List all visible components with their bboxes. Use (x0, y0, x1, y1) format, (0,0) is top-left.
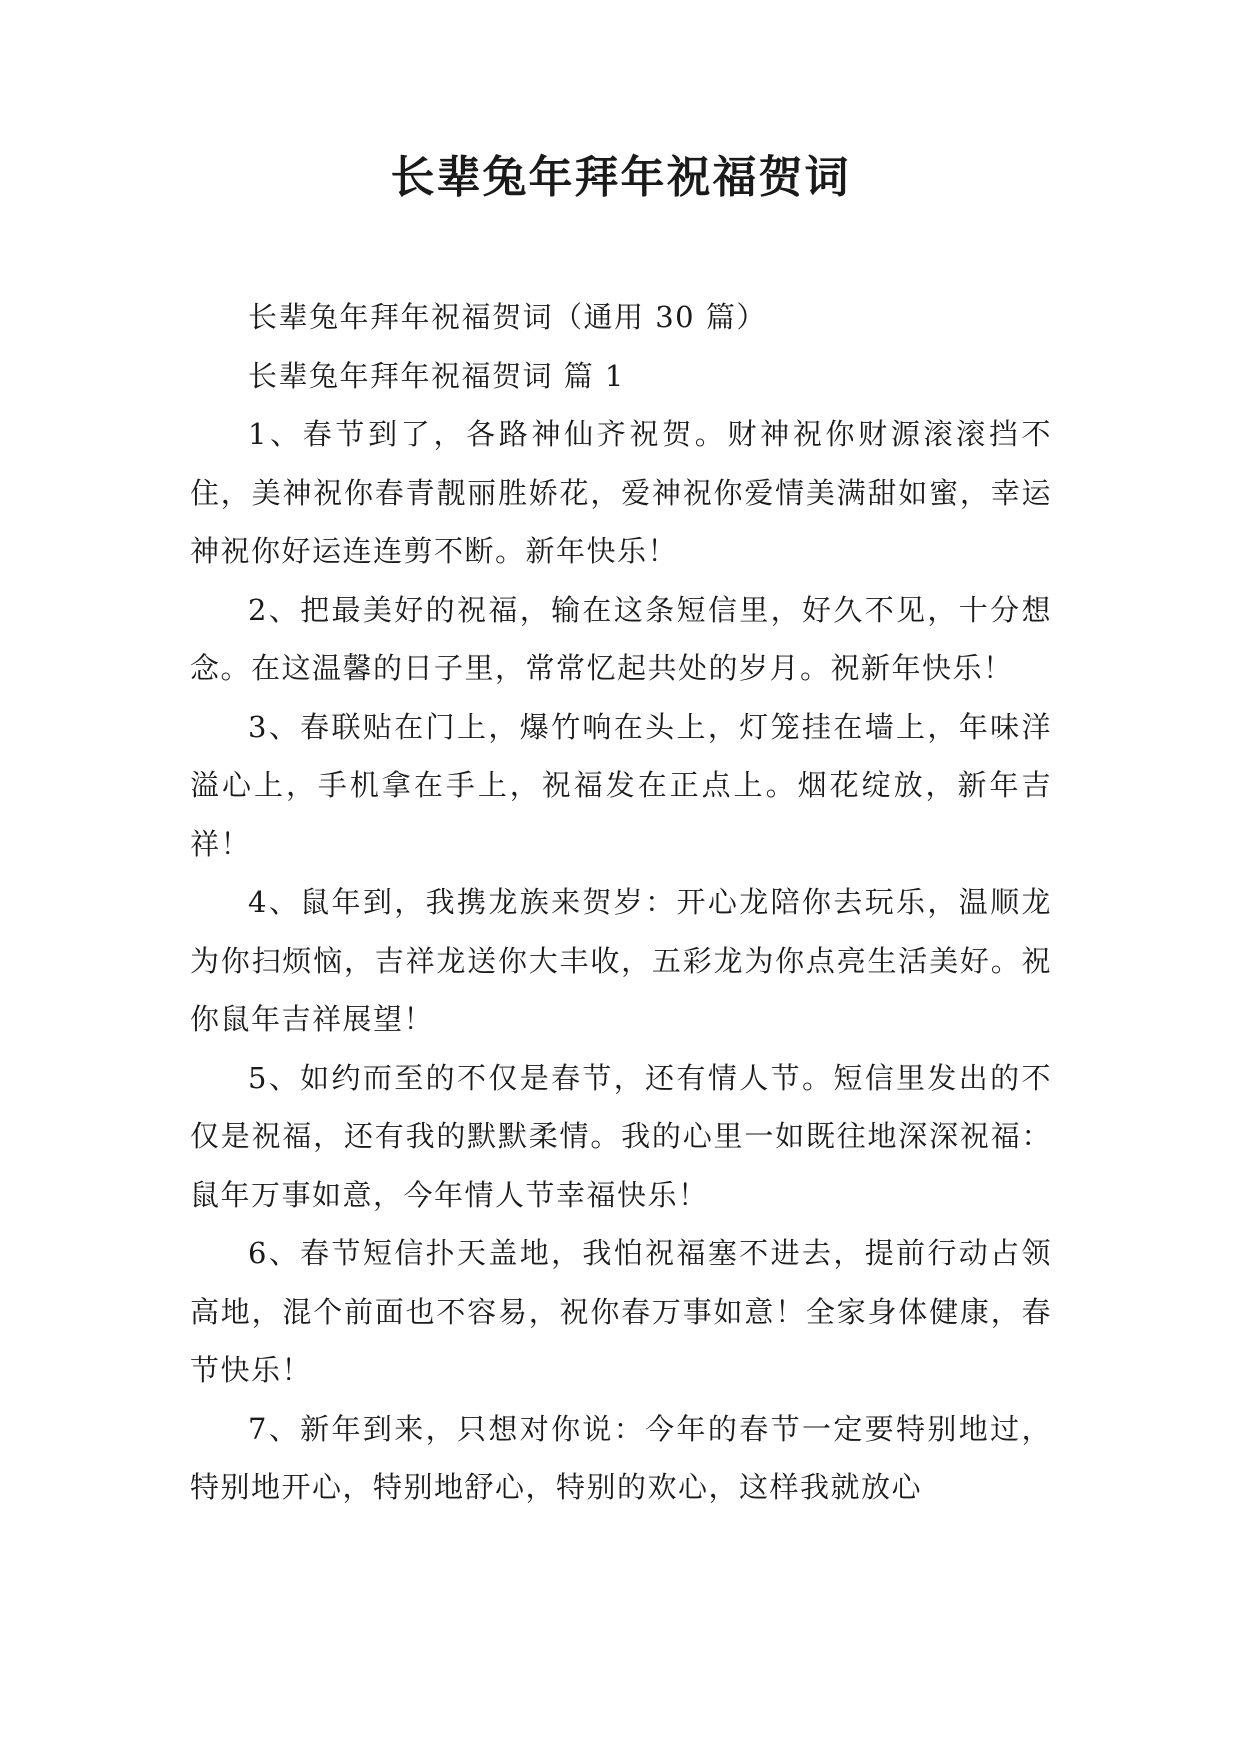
paragraph: 7、新年到来，只想对你说：今年的春节一定要特别地过，特别地开心，特别地舒心，特别的欢心，这样我就放心 (190, 1411, 1052, 1504)
document-subtitle: 长辈兔年拜年祝福贺词（通用 30 篇） (248, 300, 767, 334)
paragraph: 2、把最美好的祝福，输在这条短信里，好久不见，十分想念。在这温馨的日子里，常常忆起共处的岁月。祝新年快乐！ (190, 592, 1052, 685)
paragraph: 3、春联贴在门上，爆竹响在头上，灯笼挂在墙上，年味洋溢心上，手机拿在手上，祝福发在正点上。烟花绽放，新年吉祥！ (190, 709, 1052, 861)
document-body (190, 288, 1052, 1517)
paragraph: 1、春节到了，各路神仙齐祝贺。财神祝你财源滚滚挡不住，美神祝你春青靓丽胜娇花，爱神祝你爱情美满甜如蜜，幸运神祝你好运连连剪不断。新年快乐！ (190, 417, 1052, 568)
paragraph: 4、鼠年到，我携龙族来贺岁：开心龙陪你去玩乐，温顺龙为你扫烦恼，吉祥龙送你大丰收，五彩龙为你点亮生活美好。祝你鼠年吉祥展望！ (190, 885, 1052, 1036)
paragraph: 6、春节短信扑天盖地，我怕祝福塞不进去，提前行动占领高地，混个前面也不容易，祝你春万事如意！全家身体健康，春节快乐！ (190, 1236, 1052, 1387)
document-title: 长辈兔年拜年祝福贺词 (390, 152, 851, 203)
section-heading: 长辈兔年拜年祝福贺词 篇 1 (248, 358, 625, 393)
paragraph: 5、如约而至的不仅是春节，还有情人节。短信里发出的不仅是祝福，还有我的默默柔情。我的心里一如既往地深深祝福：鼠年万事如意，今年情人节幸福快乐！ (190, 1060, 1052, 1212)
